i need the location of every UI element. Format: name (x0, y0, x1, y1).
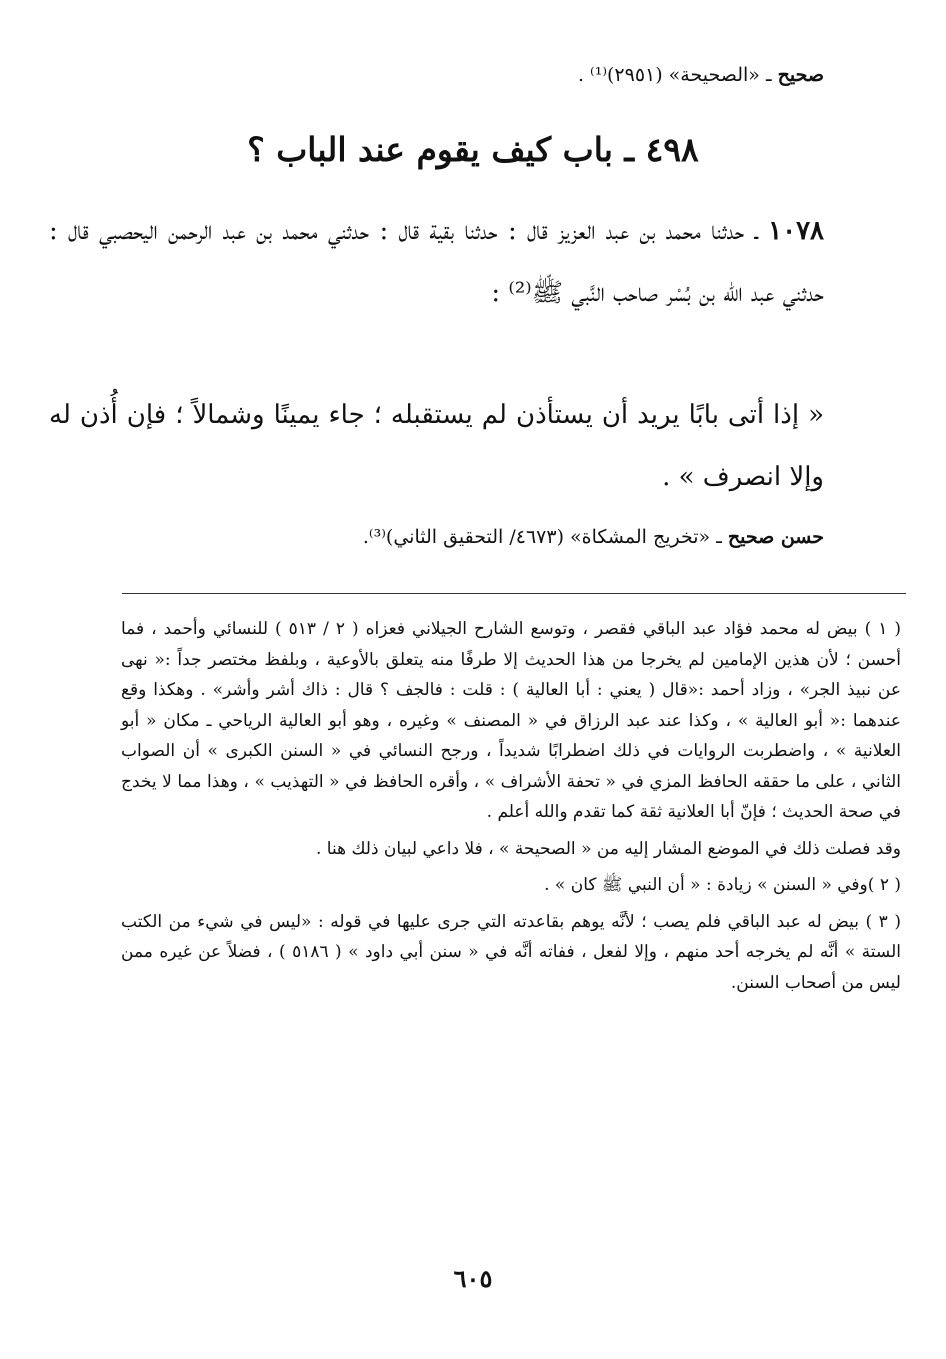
hadith-number: ١٠٧٨ (768, 216, 824, 246)
hadith-matn: « إذا أتى بابًا يريد أن يستأذن لم يستقبله ؛ جاء يمينًا وشمالاً ؛ فإن أُذن له وإلا انصرف » . (49, 400, 824, 492)
footnote-1-continuation: وقد فصلت ذلك في الموضع المشار إليه من « الصحيحة » ، فلا داعي لبيان ذلك هنا . (315, 838, 901, 859)
footnote-divider (122, 593, 906, 594)
grade-reference: ـ «تخريج المشكاة» (٤٦٧٣/ التحقيق الثاني)⁽³⁾. (362, 526, 722, 548)
chapter-title: ٤٩٨ ـ باب كيف يقوم عند الباب ؟ (247, 130, 699, 169)
hadith-grade (363, 526, 824, 548)
grade-reference: ـ «الصحيحة» (٢٩٥١)⁽¹⁾ . (577, 64, 772, 86)
hadith-isnad (49, 200, 824, 324)
footnote-3: ( ٣ ) بيض له عبد الباقي فلم يصب ؛ لأنَّه يوهم بقاعدته التي جرى عليها في قوله : «ليس في شيء من الكتب الستة » أنَّه لم يخرجه أحد منهم ، وإلا لفعل ، ففاته أنَّه في « سنن أبي داود » ( ٥١٨٦ ) ، فضلاً عن غيره ممن ليس من أصحاب السنن. (121, 911, 901, 993)
grade-label: صحيح (777, 64, 824, 86)
grade-label: حسن صحيح (727, 526, 824, 548)
footnote-2: ( ٢ )وفي « السنن » زيادة : « أن النبي ﷺ كان » . (544, 875, 901, 895)
previous-hadith-grade (578, 64, 824, 86)
footnote-1: ( ١ ) بيض له محمد فؤاد عبد الباقي فقصر ، وتوسع الشارح الجيلاني فعزاه ( ٢ / ٥١٣ ) للنسائي وأحمد ، فما أحسن ؛ لأن هذين الإمامين لم يخرجا من هذا الحديث إلا طرفًا منه يتعلق بالأوعية ، وبلفظ مختصر جداً :« نهى عن نبيذ الجر» ، وزاد أحمد :«قال ( يعني : أبا العالية ) : قلت : فالجف ؟ قال : ذاك أشر وأشر» . وهكذا وقع عندهما :« أبو العالية » ، وكذا عند عبد الرزاق في « المصنف » وغيره ، وهو أبو العالية الرياحي ـ مكان « أبو العلانية » ، واضطربت الروايات في ذلك اضطرابًا شديداً ، ورجح النسائي في « السنن الكبرى » أن الصواب الثاني ، على ما حققه الحافظ المزي في « تحفة الأشراف » ، وأقره الحافظ في « التهذيب » ، وهذا مما لا يخدج في صحة الحديث ؛ فإنّ أبا العلانية ثقة كما تقدم والله أعلم . (121, 619, 901, 822)
page-number: ٦٠٥ (453, 1264, 493, 1293)
isnad-text: ـ حدثنا محمد بن عبد العزيز قال : حدثنا بقية قال : حدثني محمد بن عبد الرحمن اليحصبي قال : حدثني عبد الله بن بُسْر صاحب النَّبي ﷺ⁽²⁾ : (49, 216, 824, 308)
footnotes (121, 614, 901, 1004)
